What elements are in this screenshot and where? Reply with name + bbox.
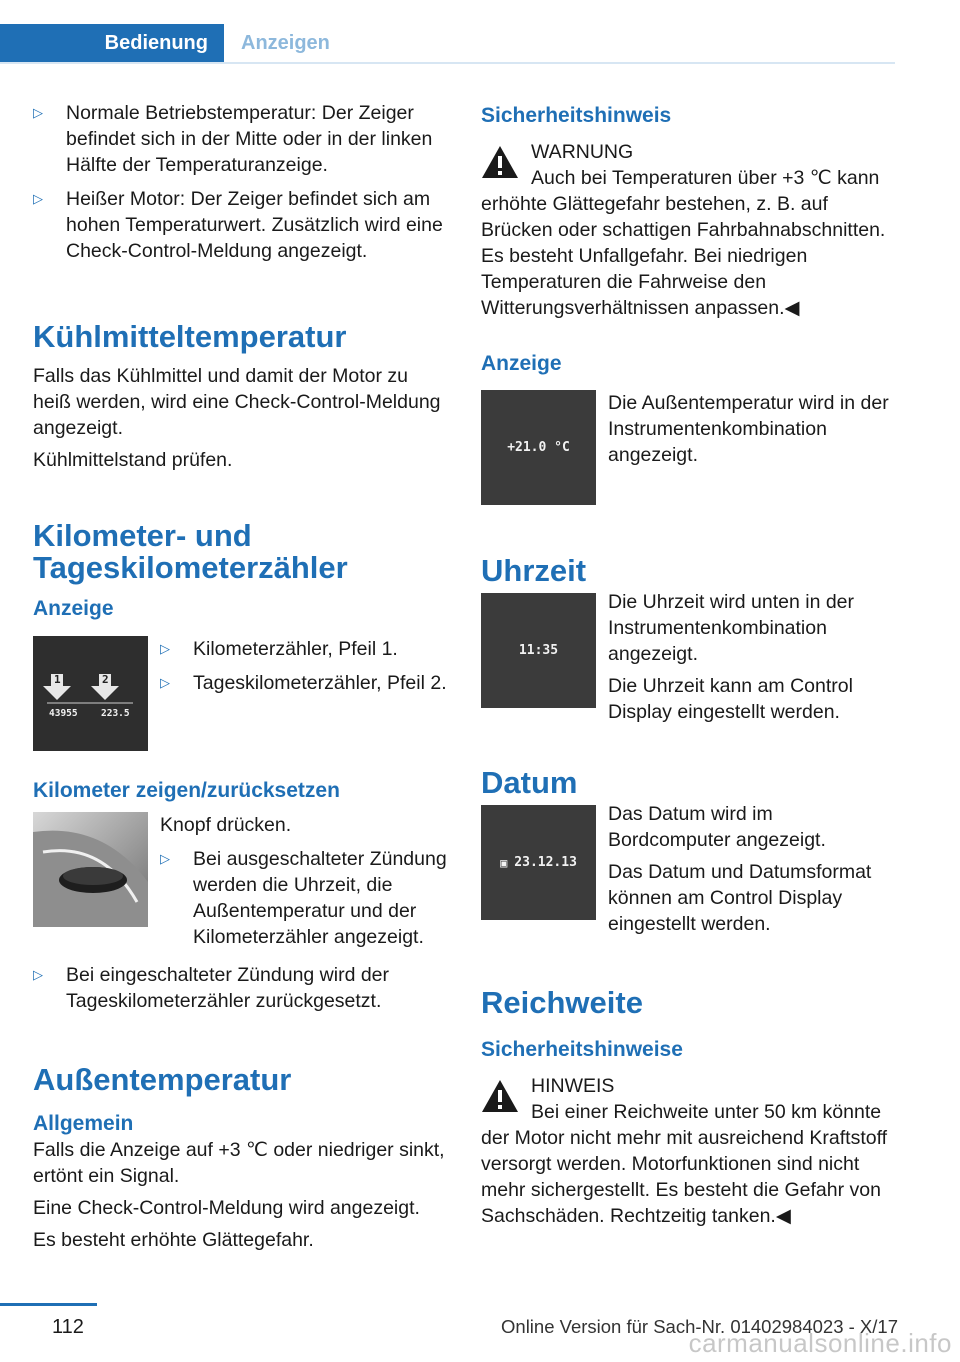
subsection-title-allgemein: Allgemein [33, 1112, 134, 1135]
warning-triangle-icon [481, 145, 519, 179]
anzeige-figure-block [481, 390, 899, 505]
arrow-label-1: 1 [54, 673, 61, 686]
notice-header [531, 1073, 881, 1125]
tab-bedienung[interactable]: Bedienung [0, 24, 224, 62]
temperature-display-image: +21.0 °C [481, 390, 596, 505]
paragraph: Die Uhrzeit kann am Control Display eingestellt werden. [608, 675, 853, 723]
paragraph: erhöhte Glättegefahr bestehen, z. B. auf Brücken oder schattigen Fahrbahnabschnitten. Es besteht Unfallgefahr. Bei niedrigen Temperaturen die Fahrweise den Witterungsverhältnissen anpassen.◀ [481, 193, 886, 319]
reset-button-image [33, 812, 148, 927]
triangle-bullet-icon: ▷ [33, 967, 43, 982]
odometer-arrows-icon [33, 636, 148, 751]
km-figure-block [33, 636, 448, 751]
watermark: carmanualsonline.info [688, 1328, 952, 1358]
clock-display-image: 11:35 [481, 593, 596, 708]
footer-version-text: Online Version für Sach-Nr. 01402984023 - X/17 [501, 1316, 898, 1337]
bullet-text: Kilometerzähler, Pfeil 1. [193, 638, 398, 660]
odometer-display-image [33, 636, 148, 751]
triangle-bullet-icon: ▷ [33, 191, 43, 206]
notice-block [481, 1073, 899, 1125]
list-item [33, 100, 448, 178]
paragraph: Knopf drücken. [160, 814, 292, 836]
warning-label: WARNUNG [531, 141, 634, 163]
bullet-text: Bei ausgeschalteter Zündung werden die Uhrzeit, die Außentemperatur und der Kilometerzähler angezeigt. [193, 848, 447, 948]
list-item [160, 670, 448, 696]
subsection-title-anzeige: Anzeige [33, 597, 114, 620]
section-title-uhrzeit: Uhrzeit [481, 553, 587, 588]
triangle-bullet-icon: ▷ [160, 851, 170, 866]
right-column [481, 100, 899, 1229]
list-item [33, 962, 448, 1014]
triangle-bullet-icon: ▷ [160, 641, 170, 656]
uhrzeit-text-block [608, 589, 899, 725]
paragraph: Das Datum und Datumsformat können am Control Display eingestellt werden. [608, 861, 872, 935]
warning-triangle-icon [481, 1079, 519, 1113]
subsection-title-kilometer-zuruecksetzen: Kilometer zeigen/zurücksetzen [33, 779, 340, 802]
paragraph: Falls das Kühlmittel und damit der Motor zu heiß werden, wird eine Check-Control-Meldung angezeigt. [33, 365, 441, 439]
section-title-kilometerzaehler: Kilometer- und Tageskilometerzähler [33, 518, 348, 585]
section-title-datum: Datum [481, 765, 578, 800]
paragraph: Die Uhrzeit wird unten in der Instrumentenkombination angezeigt. [608, 591, 855, 665]
triangle-bullet-icon: ▷ [160, 675, 170, 690]
paragraph: Das Datum wird im Bordcomputer angezeigt. [608, 803, 826, 851]
section-title-reichweite: Reichweite [481, 985, 643, 1020]
date-display-image [481, 805, 596, 920]
warning-header [531, 139, 879, 191]
paragraph: Es besteht erhöhte Glättegefahr. [33, 1229, 314, 1251]
chapter-tabs [0, 24, 895, 64]
paragraph: Auch bei Temperaturen über +3 ℃ kann [531, 167, 880, 189]
reset-text-block [160, 812, 448, 958]
list-item [160, 846, 448, 950]
list-item [33, 186, 448, 264]
date-value: 23.12.13 [514, 855, 577, 870]
knob-icon [33, 812, 148, 927]
reset-figure-block [33, 812, 448, 958]
tripmeter-value: 223.5 [101, 708, 130, 719]
left-column [33, 100, 448, 1253]
section-title-aussentemperatur: Außentemperatur [33, 1062, 292, 1097]
datum-text-block [608, 801, 899, 937]
uhrzeit-figure-block [481, 589, 899, 725]
paragraph: Die Außentemperatur wird in der Instrumentenkombination angezeigt. [608, 392, 889, 466]
odometer-value: 43955 [49, 708, 78, 719]
paragraph: Falls die Anzeige auf +3 ℃ oder niedriger sinkt, ertönt ein Signal. [33, 1139, 445, 1187]
arrow-label-2: 2 [102, 673, 109, 686]
datum-figure-block [481, 801, 899, 937]
bullet-text: Normale Betriebstemperatur: Der Zeiger befindet sich in der Mitte oder in der linken Hälfte der Temperaturanzeige. [66, 102, 433, 176]
triangle-bullet-icon: ▷ [33, 105, 43, 120]
bullet-text: Bei eingeschalteter Zündung wird der Tageskilometerzähler zurückgesetzt. [66, 964, 390, 1012]
km-bullet-list [160, 636, 448, 704]
calendar-icon: ▣ [500, 855, 508, 870]
bullet-text: Tageskilometerzähler, Pfeil 2. [193, 672, 447, 694]
subsection-title-sicherheitshinweis: Sicherheitshinweis [481, 104, 672, 127]
paragraph: Bei einer Reichweite unter 50 km könnte [531, 1101, 882, 1123]
subsection-title-anzeige: Anzeige [481, 352, 562, 375]
subsection-title-sicherheitshinweise: Sicherheitshinweise [481, 1038, 683, 1061]
paragraph: der Motor nicht mehr mit ausreichend Kraftstoff versorgt werden. Motorfunktionen sind nicht mehr sichergestellt. Es besteht die Gefahr von Sachschäden. Rechtzeitig tanken.◀ [481, 1127, 888, 1227]
section-title-kuehlmitteltemperatur: Kühlmitteltemperatur [33, 319, 347, 354]
notice-label: HINWEIS [531, 1075, 615, 1097]
bullet-text: Heißer Motor: Der Zeiger befindet sich am hohen Temperaturwert. Zusätzlich wird eine Check-Control-Meldung angezeigt. [66, 188, 443, 262]
paragraph: Eine Check-Control-Meldung wird angezeigt. [33, 1197, 420, 1219]
page-number: 112 [52, 1316, 84, 1338]
list-item [160, 636, 448, 662]
paragraph: Kühlmittelstand prüfen. [33, 449, 233, 471]
tab-anzeigen[interactable]: Anzeigen [241, 31, 330, 54]
footer-rule [0, 1303, 97, 1306]
warning-block [481, 139, 899, 191]
